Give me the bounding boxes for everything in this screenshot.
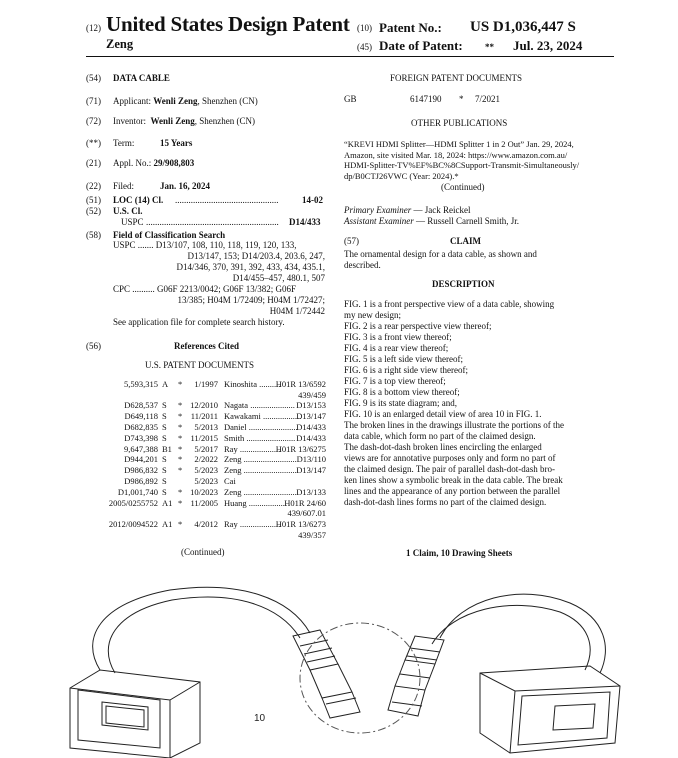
reference-num: D682,835	[124, 422, 158, 432]
reference-kind: S	[162, 486, 167, 497]
reference-star: *	[178, 443, 183, 454]
reference-cls: H01R 13/6273	[275, 519, 326, 529]
claim-heading: CLAIM	[450, 236, 481, 246]
reference-row	[86, 487, 326, 498]
reference-date: 5/2023	[194, 476, 218, 486]
reference-star: *	[178, 411, 183, 422]
reference-date: 5/2017	[194, 443, 218, 454]
reference-name: Kawakami ..................	[224, 411, 302, 422]
reference-date: 11/2015	[190, 432, 218, 443]
reference-star: *	[178, 519, 183, 529]
patent-number: US D1,036,447 S	[470, 19, 576, 35]
left-hub-body	[70, 670, 200, 758]
applicant: Applicant: Wenli Zeng, Shenzhen (CN)	[113, 96, 258, 106]
pubs-continued: (Continued)	[441, 182, 485, 192]
code-71: (71)	[86, 96, 101, 106]
uspc-value: D14/433	[289, 217, 321, 227]
reference-star: *	[178, 400, 183, 411]
reference-name: Cai	[224, 476, 236, 486]
reference-name: Ray ...................	[224, 443, 281, 454]
reference-kind: S	[162, 454, 167, 465]
inventor-surname: Zeng	[106, 37, 134, 51]
filed-label: Filed:	[113, 181, 135, 191]
primary-examiner: Primary Examiner — Jack Reickel	[344, 205, 471, 215]
reference-num: D986,832	[124, 465, 158, 476]
reference-kind: S	[162, 465, 167, 476]
left-connector	[293, 630, 360, 718]
term-value: 15 Years	[160, 138, 193, 148]
reference-cls: D13/153	[296, 400, 326, 411]
uspc-dots: ...........................................................	[146, 217, 279, 227]
reference-star: *	[178, 422, 183, 432]
claim-text: The ornamental design for a data cable, as shown and described.	[344, 249, 537, 270]
document-type-title: United States Design Patent	[106, 12, 350, 36]
foreign-country: GB	[344, 94, 357, 104]
reference-cls: D13/147	[296, 411, 326, 422]
code-term: (**)	[86, 138, 101, 148]
reference-row	[86, 433, 326, 444]
reference-cls2: 439/357	[298, 529, 326, 540]
reference-name: Smith .......................	[224, 432, 296, 443]
term-label: Term:	[113, 138, 135, 148]
references-cited-heading: References Cited	[174, 341, 240, 351]
reference-cls2: 439/607.01	[287, 508, 326, 519]
reference-name: Nagata .....................	[224, 400, 295, 411]
reference-row	[86, 465, 326, 476]
reference-name: Daniel .......................	[224, 422, 298, 432]
reference-cls: D14/433	[296, 422, 326, 432]
reference-kind: B1	[162, 443, 172, 454]
reference-kind: S	[162, 400, 167, 411]
code-52: (52)	[86, 206, 101, 216]
reference-star: *	[178, 465, 183, 476]
reference-date: 4/2012	[194, 519, 218, 529]
code-57: (57)	[344, 236, 359, 246]
left-cable	[93, 587, 310, 673]
code-12: (12)	[86, 23, 101, 33]
inventor: Inventor: Wenli Zeng, Shenzhen (CN)	[113, 116, 256, 126]
reference-row	[86, 411, 326, 422]
reference-row	[86, 444, 326, 455]
code-54: (54)	[86, 73, 101, 83]
reference-name: Zeng .........................	[224, 454, 297, 465]
loc-value: 14-02	[302, 195, 323, 205]
reference-kind: S	[162, 422, 167, 432]
reference-row	[86, 454, 326, 465]
reference-date: 5/2023	[194, 465, 218, 476]
reference-num: D628,537	[124, 400, 158, 411]
claims-and-sheets: 1 Claim, 10 Drawing Sheets	[406, 548, 513, 558]
reference-num: D649,118	[124, 411, 158, 422]
reference-name: Ray ...................	[224, 519, 281, 529]
reference-cls: D13/133	[296, 486, 326, 497]
reference-num: 5,593,315	[124, 379, 158, 389]
term-mark: **	[485, 42, 494, 52]
description-heading: DESCRIPTION	[432, 279, 495, 289]
description-text: FIG. 1 is a front perspective view of a data cable, showing my new design; FIG. 2 is a rear perspective view thereof; FIG. 3 is a front view thereof; FIG. 4 is a rear view thereof; FIG. 5 is a left side view thereof; FIG. 6 is a right side view thereof; FIG. 7 is a top view thereof; FIG. 8 is a bottom view thereof; FIG. 9 is its state diagram; and, FIG. 10 is an enlarged detail view of area 10 in FIG. 1. The broken lines in the drawings illustrate the portions of the data cable, which form no part of the claimed design. The dash-dot-dash broken lines encircling the enlarged views are for annotative purposes only and form no part of the claimed design. The pair of parallel dash-dot-dash bro- ken lines show a symbolic break in the data cable. The break lines and the appearance of any portion between the parallel dash-dot-dash lines forms no part of the claimed design.	[344, 299, 564, 507]
code-10: (10)	[357, 23, 372, 33]
refs-continued: (Continued)	[181, 547, 225, 557]
foreign-star: *	[459, 94, 464, 104]
reference-row	[86, 519, 326, 540]
foreign-patent-documents-heading: FOREIGN PATENT DOCUMENTS	[390, 73, 523, 83]
reference-name: Zeng .........................	[224, 486, 297, 497]
reference-star: *	[178, 497, 183, 508]
code-21: (21)	[86, 158, 101, 168]
title: DATA CABLE	[113, 73, 170, 83]
reference-num: D944,201	[124, 454, 158, 465]
filed-date: Jan. 16, 2024	[160, 181, 211, 191]
other-publication: “KREVI HDMI Splitter—HDMI Splitter 1 in 2 Out” Jan. 29, 2024, Amazon, site visited Mar. 18, 2024: https://www.amazon.com.au/ HDMI-Splitter-TV%EF%BC%8CSupport-Transmit-Simultaneously/ dp/B0CTJ26VWC (Year: 2024).*	[344, 139, 580, 181]
reference-kind: A1	[162, 497, 173, 508]
loc-label: LOC (14) Cl.	[113, 195, 164, 205]
loc-dots: ..............................................	[175, 195, 279, 205]
reference-cls2: 439/459	[298, 389, 326, 400]
reference-row	[86, 379, 326, 400]
reference-cls: H01R 13/6592	[275, 379, 326, 389]
reference-num: D743,398	[124, 432, 158, 443]
right-connector	[388, 636, 444, 716]
header-rule	[86, 56, 614, 57]
reference-star: *	[178, 486, 183, 497]
reference-date: 2/2022	[194, 454, 218, 465]
code-72: (72)	[86, 116, 101, 126]
reference-num: D1,001,740	[117, 486, 158, 497]
reference-date: 10/2023	[190, 486, 218, 497]
code-56: (56)	[86, 341, 101, 351]
reference-kind: S	[162, 432, 167, 443]
reference-date: 11/2011	[190, 411, 218, 422]
reference-name: Zeng .........................	[224, 465, 297, 476]
reference-date: 12/2010	[190, 400, 218, 411]
reference-num: 2005/0255752	[108, 497, 158, 508]
reference-cls: D14/433	[296, 432, 326, 443]
reference-cls: D13/110	[296, 454, 326, 465]
date-of-patent-label: Date of Patent:	[379, 38, 463, 53]
reference-cls: H01R 24/60	[284, 497, 326, 508]
reference-row	[86, 476, 326, 487]
right-hub-body	[480, 666, 620, 753]
reference-num: 2012/0094522	[108, 519, 158, 529]
reference-row	[86, 400, 326, 411]
reference-date: 11/2005	[190, 497, 218, 508]
uspc-label: USPC	[121, 217, 144, 227]
reference-kind: S	[162, 476, 167, 486]
reference-date: 1/1997	[194, 379, 218, 389]
reference-name: Huang ..................	[224, 497, 288, 508]
field-of-search: USPC ....... D13/107, 108, 110, 118, 119, 120, 133, D13/147, 153; D14/203.4, 203.6, 247, D14/346, 370, 391, 392, 433, 434, 435.1, D14/455–457, 480.1, 507 CPC .......... G06F 2213/0042; G06F 13/382; G06F 13/385; H04M 1/72409; H04M 1/72427; H04M 1/72442 See application file for complete search history.	[113, 240, 325, 327]
right-cable	[432, 594, 605, 673]
code-45: (45)	[357, 42, 372, 52]
patent-no-label: Patent No.:	[379, 20, 442, 35]
reference-cls: D13/147	[296, 465, 326, 476]
reference-date: 5/2013	[194, 422, 218, 432]
figure-ref-label: 10	[254, 713, 266, 724]
foreign-date: 7/2021	[475, 94, 501, 104]
appl-no: Appl. No.: 29/908,803	[113, 158, 195, 168]
code-51: (51)	[86, 195, 101, 205]
reference-row	[86, 422, 326, 433]
reference-star: *	[178, 454, 183, 465]
other-publications-heading: OTHER PUBLICATIONS	[411, 118, 508, 128]
reference-star: *	[178, 379, 183, 389]
reference-kind: A1	[162, 519, 173, 529]
code-58: (58)	[86, 230, 101, 240]
reference-cls: H01R 13/6275	[275, 443, 326, 454]
field-of-search-label: Field of Classification Search	[113, 230, 226, 240]
reference-name: Kinoshita ..........	[224, 379, 281, 389]
date-of-patent: Jul. 23, 2024	[513, 38, 583, 53]
reference-row	[86, 498, 326, 519]
reference-star: *	[178, 432, 183, 443]
reference-num: D986,892	[124, 476, 158, 486]
reference-num: 9,647,388	[124, 443, 158, 454]
foreign-number: 6147190	[410, 94, 442, 104]
us-patent-documents-heading: U.S. PATENT DOCUMENTS	[145, 360, 255, 370]
assistant-examiner: Assistant Examiner — Russell Carnell Smith, Jr.	[344, 216, 520, 226]
reference-kind: A	[162, 379, 169, 389]
reference-kind: S	[162, 411, 167, 422]
uscl-label: U.S. Cl.	[113, 206, 143, 216]
code-22: (22)	[86, 181, 101, 191]
detail-circle	[300, 623, 420, 733]
data-cable-drawing	[60, 578, 620, 758]
